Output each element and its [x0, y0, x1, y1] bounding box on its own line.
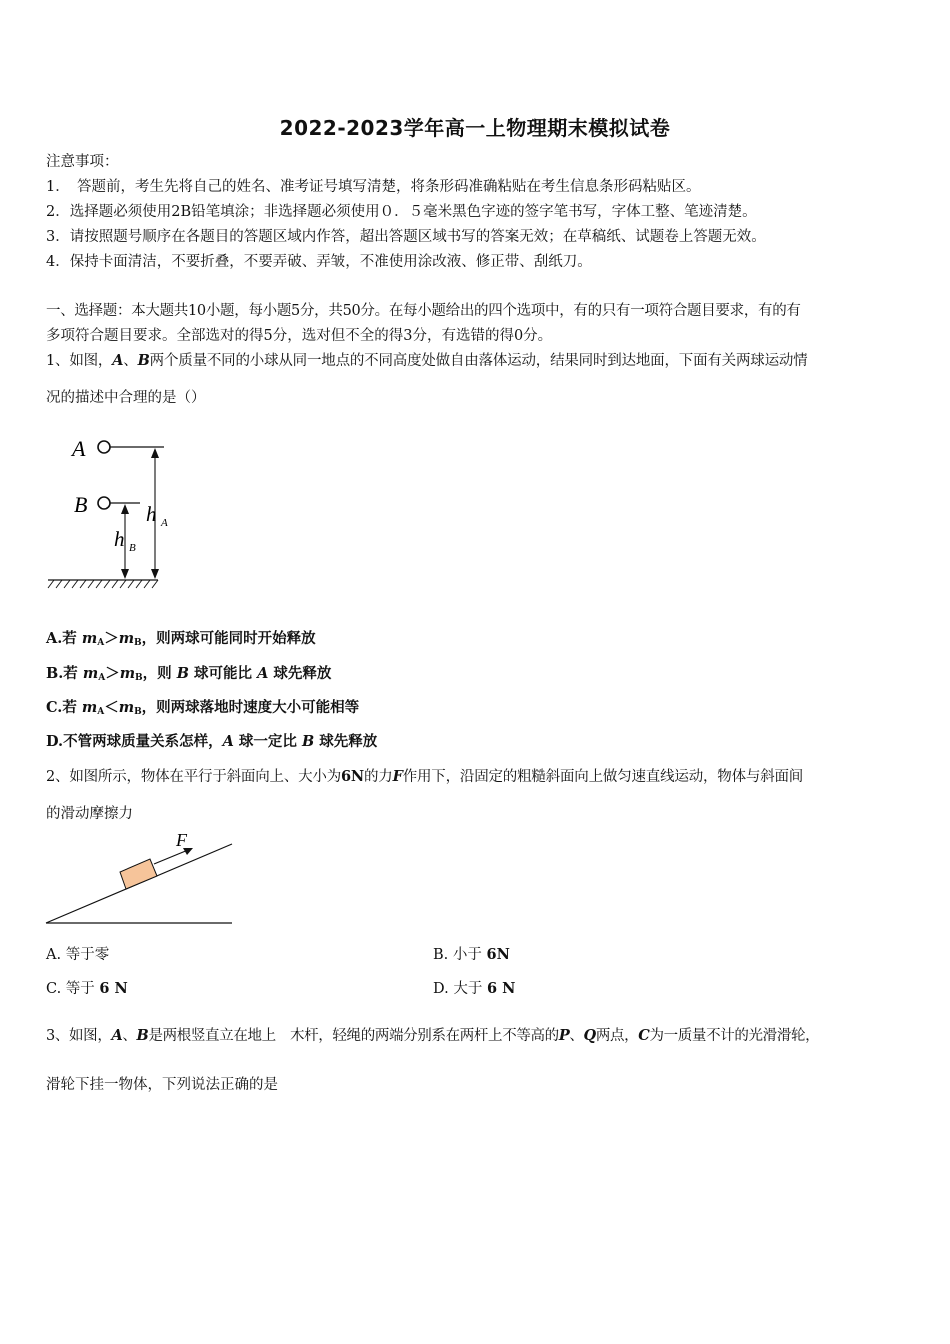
separator: 、: [122, 1028, 137, 1044]
q1-option-a[interactable]: [46, 628, 316, 654]
subscript: B: [135, 673, 143, 683]
label-f: F: [176, 830, 187, 850]
separator: 、: [569, 1028, 584, 1044]
q1-option-b[interactable]: [46, 663, 331, 689]
option-text: D.不管两球质量关系怎样，: [46, 733, 223, 750]
var-m: m: [81, 630, 98, 647]
force-value: 6N: [341, 768, 364, 785]
arrow-head: [151, 448, 159, 458]
option-text: B.若: [46, 665, 83, 682]
option-value: 6 N: [486, 980, 516, 997]
q2-stem-text: 作用下，沿固定的粗糙斜面向上做匀速直线运动，物体与斜面间: [402, 769, 804, 785]
subscript: A: [98, 673, 106, 683]
var-q: Q: [583, 1027, 596, 1044]
var-c: C: [638, 1027, 650, 1044]
option-text: 球先释放: [268, 665, 332, 682]
var-a: A: [112, 352, 124, 369]
option-text: ，则两球落地时速度大小可能相等: [141, 699, 360, 716]
notice-item-3: 3．请按照题号顺序在各题目的答题区域内作答，超出答题区域书写的答案无效；在草稿纸、试题卷上答题无效。: [46, 229, 766, 245]
label-h-b: h: [114, 527, 125, 551]
q2-option-c[interactable]: [46, 978, 128, 1000]
block: [120, 859, 157, 889]
option-value: 6N: [486, 946, 510, 963]
option-text: ，则: [142, 665, 177, 682]
notice-heading: 注意事项：: [46, 154, 119, 170]
var-m: m: [82, 665, 99, 682]
q3-stem-text: 为一质量不计的光滑滑轮，: [649, 1028, 820, 1044]
var-m: m: [118, 630, 135, 647]
arrow-head: [121, 504, 129, 514]
q1-number: 1、如图，: [46, 353, 113, 369]
q3-stem-text: 两点，: [595, 1028, 639, 1044]
option-text: ，则两球可能同时开始释放: [141, 630, 316, 647]
q3-number: 3、如图，: [46, 1028, 112, 1044]
q1-stem-text: 两个质量不同的小球从同一地点的不同高度处做自由落体运动，结果同时到达地面，下面有关两球运动情: [149, 353, 808, 369]
var-b: B: [136, 1027, 149, 1044]
option-text: D. 大于: [433, 981, 487, 997]
q1-stem-line-1: [46, 350, 807, 372]
q3-stem-text: 是两根竖直立在地上 木杆，轻绳的两端分别系在两杆上不等高的: [148, 1028, 559, 1044]
q1-stem-line-2: 况的描述中合理的是（）: [46, 390, 206, 406]
q2-option-a[interactable]: A. 等于零: [46, 947, 110, 963]
option-text: 球先释放: [314, 733, 378, 750]
section-intro-line-1: 一、选择题：本大题共10小题，每小题5分，共50分。在每小题给出的四个选项中，有的只有一项符合题目要求，有的有: [46, 303, 801, 319]
operator: ＞: [104, 630, 119, 647]
option-text: 球可能比: [188, 665, 258, 682]
option-text: C. 等于: [46, 981, 100, 997]
subscript: B: [134, 638, 142, 648]
q2-option-b[interactable]: [433, 944, 510, 966]
q2-stem-line-2: 的滑动摩擦力: [46, 806, 133, 822]
page-title: 2022-2023学年高一上物理期末模拟试卷: [279, 116, 671, 140]
var-m: m: [119, 665, 136, 682]
q1-option-c[interactable]: [46, 697, 359, 723]
subscript: A: [97, 638, 105, 648]
q1-option-d[interactable]: [46, 731, 377, 753]
var-p: P: [558, 1027, 570, 1044]
q2-stem-text: 的力: [363, 769, 393, 785]
operator: ＞: [105, 665, 120, 682]
ball-b: [98, 497, 110, 509]
option-text: B. 小于: [433, 947, 487, 963]
var-a: A: [257, 665, 269, 682]
var-m: m: [118, 699, 135, 716]
separator: 、: [123, 353, 138, 369]
subscript: B: [134, 707, 142, 717]
var-b: B: [176, 665, 189, 682]
option-text: 球一定比: [233, 733, 302, 750]
operator: ＜: [104, 699, 119, 716]
ball-a: [98, 441, 110, 453]
label-h-a-sub: A: [161, 517, 168, 529]
var-a: A: [111, 1027, 123, 1044]
notice-item-1: 1． 答题前，考生先将自己的姓名、准考证号填写清楚，将条形码准确粘贴在考生信息条形码粘贴区。: [46, 179, 701, 195]
option-text: A.若: [46, 630, 82, 647]
option-text: C.若: [46, 699, 82, 716]
section-intro-line-2: 多项符合题目要求。全部选对的得5分，选对但不全的得3分，有选错的得0分。: [46, 328, 553, 344]
var-a: A: [222, 733, 234, 750]
var-b: B: [301, 733, 315, 750]
q2-stem-line-1: [46, 766, 803, 788]
fig-label-b: B: [74, 492, 88, 517]
q3-stem-line-1: [46, 1025, 819, 1047]
fig-label-a: A: [72, 436, 86, 461]
q3-stem-line-2: 滑轮下挂一物体，下列说法正确的是: [46, 1077, 278, 1093]
label-h-a: h: [146, 502, 157, 526]
ground-hatch: [48, 580, 158, 588]
q1-figure-falling-balls: [40, 428, 180, 598]
arrow-head: [151, 569, 159, 579]
notice-item-4: 4．保持卡面清洁，不要折叠，不要弄破、弄皱，不准使用涂改液、修正带、刮纸刀。: [46, 254, 592, 270]
var-f: F: [392, 768, 403, 785]
arrow-head: [121, 569, 129, 579]
subscript: A: [97, 707, 105, 717]
label-h-b-sub: B: [129, 542, 136, 554]
q2-figure-incline: [40, 828, 240, 928]
var-m: m: [81, 699, 98, 716]
q2-stem-text: 2、如图所示，物体在平行于斜面向上、大小为: [46, 769, 342, 785]
notice-item-2: 2．选择题必须使用2B铅笔填涂；非选择题必须使用０．５毫米黑色字迹的签字笔书写，字体工整、笔迹清楚。: [46, 204, 757, 220]
force-arrow: [154, 850, 188, 864]
option-value: 6 N: [99, 980, 128, 997]
q2-option-d[interactable]: [433, 978, 515, 1000]
var-b: B: [137, 352, 150, 369]
